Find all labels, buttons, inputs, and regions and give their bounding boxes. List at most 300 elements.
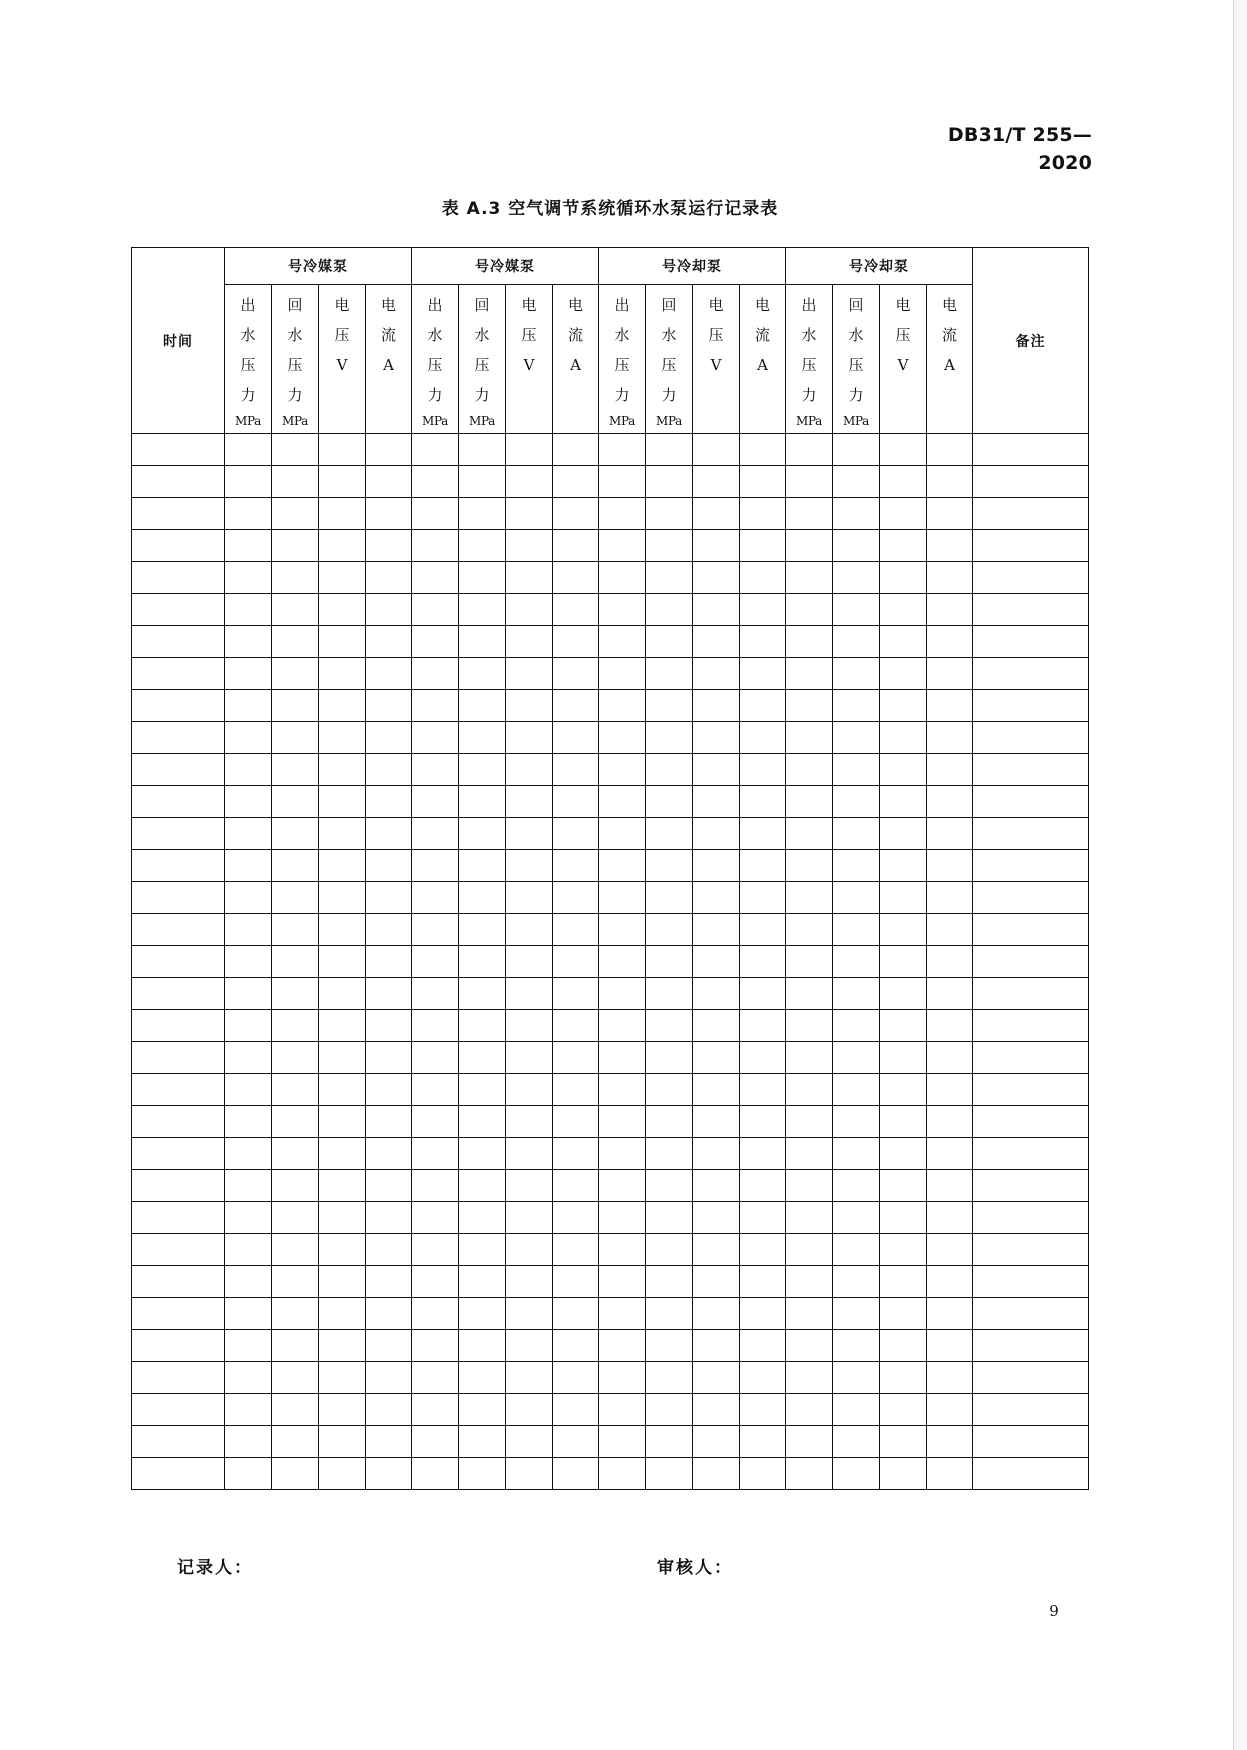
table-cell xyxy=(740,1266,786,1298)
header-char: A xyxy=(570,356,581,374)
table-cell xyxy=(366,1138,412,1170)
table-cell xyxy=(693,434,740,466)
table-cell xyxy=(366,1330,412,1362)
table-cell xyxy=(132,1266,225,1298)
table-cell xyxy=(412,914,459,946)
table-cell xyxy=(459,978,506,1010)
table-cell xyxy=(506,530,553,562)
table-cell xyxy=(599,850,646,882)
table-cell xyxy=(646,882,693,914)
table-cell xyxy=(272,466,319,498)
table-cell xyxy=(927,690,973,722)
table-cell xyxy=(132,658,225,690)
table-cell xyxy=(693,1394,740,1426)
table-cell xyxy=(973,498,1089,530)
table-cell xyxy=(599,530,646,562)
table-cell xyxy=(599,1330,646,1362)
table-cell xyxy=(833,530,880,562)
table-cell xyxy=(366,1010,412,1042)
table-cell xyxy=(740,626,786,658)
measure-column-header xyxy=(646,285,693,434)
measure-column-header xyxy=(272,285,319,434)
table-cell xyxy=(272,946,319,978)
table-cell xyxy=(599,690,646,722)
table-cell xyxy=(599,978,646,1010)
table-cell xyxy=(646,1330,693,1362)
table-cell xyxy=(740,882,786,914)
table-cell xyxy=(693,658,740,690)
table-cell xyxy=(459,1170,506,1202)
table-cell xyxy=(927,626,973,658)
table-cell xyxy=(740,1010,786,1042)
table-row xyxy=(132,882,1089,914)
table-cell xyxy=(366,562,412,594)
table-cell xyxy=(132,498,225,530)
header-char: 压 xyxy=(521,326,537,344)
table-cell xyxy=(740,978,786,1010)
table-cell xyxy=(693,1458,740,1490)
table-cell xyxy=(646,658,693,690)
table-cell xyxy=(319,1042,366,1074)
table-cell xyxy=(412,1394,459,1426)
header-unit: MPa xyxy=(468,414,496,428)
table-cell xyxy=(693,754,740,786)
table-cell xyxy=(553,978,599,1010)
table-row xyxy=(132,1170,1089,1202)
table-cell xyxy=(506,434,553,466)
table-cell xyxy=(132,754,225,786)
table-cell xyxy=(786,1362,833,1394)
header-unit: MPa xyxy=(795,414,823,428)
table-cell xyxy=(553,434,599,466)
table-cell xyxy=(833,1234,880,1266)
table-cell xyxy=(272,1138,319,1170)
table-cell xyxy=(973,658,1089,690)
table-cell xyxy=(786,1330,833,1362)
table-cell xyxy=(786,1106,833,1138)
table-cell xyxy=(412,690,459,722)
table-cell xyxy=(412,850,459,882)
table-cell xyxy=(412,530,459,562)
table-cell xyxy=(553,498,599,530)
table-cell xyxy=(927,1394,973,1426)
table-row xyxy=(132,1042,1089,1074)
table-cell xyxy=(693,498,740,530)
table-cell xyxy=(412,1426,459,1458)
table-cell xyxy=(833,594,880,626)
table-cell xyxy=(459,1010,506,1042)
table-cell xyxy=(833,754,880,786)
table-row xyxy=(132,1106,1089,1138)
table-cell xyxy=(693,850,740,882)
table-cell xyxy=(740,1426,786,1458)
table-cell xyxy=(833,1106,880,1138)
table-cell xyxy=(553,1362,599,1394)
table-cell xyxy=(319,1202,366,1234)
header-char: 压 xyxy=(427,356,443,374)
table-cell xyxy=(880,1426,927,1458)
table-cell xyxy=(833,1170,880,1202)
table-cell xyxy=(833,1298,880,1330)
table-cell xyxy=(646,626,693,658)
table-cell xyxy=(459,466,506,498)
table-cell xyxy=(132,1010,225,1042)
table-cell xyxy=(366,1042,412,1074)
table-cell xyxy=(553,530,599,562)
header-char: 电 xyxy=(567,296,583,314)
table-cell xyxy=(880,1330,927,1362)
table-cell xyxy=(412,1138,459,1170)
table-cell xyxy=(973,850,1089,882)
table-cell xyxy=(693,1298,740,1330)
table-cell xyxy=(225,690,272,722)
table-cell xyxy=(833,818,880,850)
table-cell xyxy=(740,434,786,466)
table-cell xyxy=(225,1234,272,1266)
pump-operation-record-table xyxy=(131,247,1089,1490)
table-cell xyxy=(319,914,366,946)
table-cell xyxy=(272,1426,319,1458)
table-row xyxy=(132,914,1089,946)
table-cell xyxy=(693,1170,740,1202)
table-cell xyxy=(740,754,786,786)
table-cell xyxy=(412,1458,459,1490)
table-cell xyxy=(740,1138,786,1170)
header-char: 电 xyxy=(521,296,537,314)
table-cell xyxy=(319,1138,366,1170)
table-cell xyxy=(459,882,506,914)
table-row xyxy=(132,1202,1089,1234)
table-cell xyxy=(880,562,927,594)
table-cell xyxy=(786,1138,833,1170)
table-cell xyxy=(225,434,272,466)
table-cell xyxy=(366,1106,412,1138)
table-cell xyxy=(132,1458,225,1490)
table-cell xyxy=(740,914,786,946)
table-cell xyxy=(973,786,1089,818)
table-cell xyxy=(272,1362,319,1394)
table-cell xyxy=(319,1074,366,1106)
table-cell xyxy=(646,946,693,978)
table-cell xyxy=(833,498,880,530)
table-cell xyxy=(646,850,693,882)
table-cell xyxy=(366,530,412,562)
table-row xyxy=(132,1138,1089,1170)
table-cell xyxy=(506,1138,553,1170)
table-cell xyxy=(973,1330,1089,1362)
table-cell xyxy=(366,1202,412,1234)
table-cell xyxy=(599,626,646,658)
table-cell xyxy=(599,434,646,466)
table-cell xyxy=(786,946,833,978)
table-cell xyxy=(927,1330,973,1362)
table-cell xyxy=(973,818,1089,850)
table-cell xyxy=(599,1426,646,1458)
table-cell xyxy=(225,1426,272,1458)
table-cell xyxy=(272,914,319,946)
table-cell xyxy=(973,626,1089,658)
table-row xyxy=(132,1458,1089,1490)
table-cell xyxy=(412,1330,459,1362)
table-row xyxy=(132,786,1089,818)
table-cell xyxy=(693,690,740,722)
table-row xyxy=(132,1394,1089,1426)
table-cell xyxy=(786,1458,833,1490)
table-cell xyxy=(506,690,553,722)
scan-page-edge xyxy=(1233,0,1247,1750)
table-cell xyxy=(786,1394,833,1426)
table-cell xyxy=(506,1042,553,1074)
table-cell xyxy=(833,1426,880,1458)
table-cell xyxy=(272,786,319,818)
table-cell xyxy=(553,626,599,658)
table-cell xyxy=(506,626,553,658)
table-cell xyxy=(553,1202,599,1234)
table-cell xyxy=(599,1010,646,1042)
table-cell xyxy=(973,722,1089,754)
table-cell xyxy=(693,722,740,754)
table-cell xyxy=(412,1074,459,1106)
table-cell xyxy=(880,1138,927,1170)
measure-column-header xyxy=(553,285,599,434)
table-cell xyxy=(646,562,693,594)
table-cell xyxy=(646,1010,693,1042)
table-cell xyxy=(132,1298,225,1330)
table-cell xyxy=(272,594,319,626)
table-cell xyxy=(693,946,740,978)
header-char: 回 xyxy=(287,296,303,314)
table-cell xyxy=(272,530,319,562)
table-cell xyxy=(646,1426,693,1458)
table-cell xyxy=(412,1010,459,1042)
table-cell xyxy=(366,722,412,754)
table-cell xyxy=(740,1170,786,1202)
table-cell xyxy=(272,754,319,786)
table-cell xyxy=(553,466,599,498)
table-cell xyxy=(553,722,599,754)
table-cell xyxy=(973,1362,1089,1394)
table-cell xyxy=(927,594,973,626)
table-cell xyxy=(319,1106,366,1138)
table-cell xyxy=(646,498,693,530)
table-cell xyxy=(927,850,973,882)
table-cell xyxy=(833,1362,880,1394)
table-cell xyxy=(412,562,459,594)
table-cell xyxy=(412,434,459,466)
table-cell xyxy=(973,978,1089,1010)
table-cell xyxy=(319,850,366,882)
table-cell xyxy=(973,1458,1089,1490)
table-cell xyxy=(973,530,1089,562)
table-cell xyxy=(880,1266,927,1298)
table-cell xyxy=(646,1298,693,1330)
table-cell xyxy=(412,1362,459,1394)
table-cell xyxy=(225,1202,272,1234)
table-cell xyxy=(319,626,366,658)
table-cell xyxy=(225,1362,272,1394)
measure-column-header xyxy=(833,285,880,434)
measure-column-header xyxy=(366,285,412,434)
table-cell xyxy=(506,1234,553,1266)
table-cell xyxy=(459,690,506,722)
table-cell xyxy=(927,1298,973,1330)
reviewer-label: 审核人： xyxy=(657,1558,733,1578)
table-cell xyxy=(693,1138,740,1170)
table-row xyxy=(132,1074,1089,1106)
header-char: 出 xyxy=(801,296,817,314)
table-cell xyxy=(459,1042,506,1074)
table-cell xyxy=(880,1458,927,1490)
table-cell xyxy=(319,1458,366,1490)
table-cell xyxy=(225,466,272,498)
table-cell xyxy=(225,658,272,690)
table-cell xyxy=(693,882,740,914)
table-cell xyxy=(646,818,693,850)
table-cell xyxy=(927,946,973,978)
table-cell xyxy=(833,786,880,818)
table-cell xyxy=(646,722,693,754)
table-cell xyxy=(459,658,506,690)
table-cell xyxy=(599,722,646,754)
table-cell xyxy=(927,754,973,786)
table-cell xyxy=(132,882,225,914)
table-cell xyxy=(225,722,272,754)
table-cell xyxy=(927,1202,973,1234)
table-cell xyxy=(225,1010,272,1042)
table-row xyxy=(132,530,1089,562)
table-cell xyxy=(599,1394,646,1426)
measure-column-header xyxy=(880,285,927,434)
table-cell xyxy=(553,594,599,626)
header-unit: MPa xyxy=(421,414,449,428)
table-row xyxy=(132,978,1089,1010)
table-cell xyxy=(927,914,973,946)
table-cell xyxy=(272,498,319,530)
table-cell xyxy=(599,1298,646,1330)
table-cell xyxy=(786,562,833,594)
table-cell xyxy=(973,1170,1089,1202)
table-cell xyxy=(833,1074,880,1106)
table-cell xyxy=(459,1298,506,1330)
pump-group-header: 号冷媒泵 xyxy=(412,248,599,285)
table-cell xyxy=(459,498,506,530)
table-cell xyxy=(506,946,553,978)
table-cell xyxy=(833,946,880,978)
table-cell xyxy=(553,914,599,946)
measure-column-header xyxy=(599,285,646,434)
table-cell xyxy=(786,850,833,882)
table-cell xyxy=(880,1170,927,1202)
header-char: 压 xyxy=(801,356,817,374)
table-cell xyxy=(132,690,225,722)
table-cell xyxy=(225,1074,272,1106)
table-cell xyxy=(553,754,599,786)
table-cell xyxy=(319,1298,366,1330)
header-char: A xyxy=(383,356,394,374)
header-char: 压 xyxy=(661,356,677,374)
table-cell xyxy=(927,1010,973,1042)
table-cell xyxy=(319,1330,366,1362)
table-cell xyxy=(412,1170,459,1202)
header-char: 压 xyxy=(848,356,864,374)
table-row xyxy=(132,946,1089,978)
table-cell xyxy=(412,754,459,786)
table-cell xyxy=(693,1202,740,1234)
table-cell xyxy=(646,1170,693,1202)
table-cell xyxy=(833,466,880,498)
table-cell xyxy=(319,1170,366,1202)
table-cell xyxy=(599,1202,646,1234)
table-cell xyxy=(973,1106,1089,1138)
table-cell xyxy=(740,562,786,594)
header-char: A xyxy=(944,356,955,374)
table-cell xyxy=(132,786,225,818)
header-char: 水 xyxy=(287,326,303,344)
measure-column-header xyxy=(319,285,366,434)
header-unit: MPa xyxy=(234,414,262,428)
table-row xyxy=(132,1266,1089,1298)
table-cell xyxy=(880,882,927,914)
recorder-label: 记录人： xyxy=(177,1558,253,1578)
table-cell xyxy=(786,882,833,914)
header-char: 电 xyxy=(754,296,770,314)
table-cell xyxy=(459,1138,506,1170)
table-cell xyxy=(927,786,973,818)
table-cell xyxy=(506,882,553,914)
table-cell xyxy=(366,626,412,658)
table-cell xyxy=(412,882,459,914)
table-cell xyxy=(786,1202,833,1234)
table-cell xyxy=(506,1074,553,1106)
table-cell xyxy=(599,466,646,498)
table-cell xyxy=(927,1074,973,1106)
table-cell xyxy=(786,1074,833,1106)
table-cell xyxy=(272,1170,319,1202)
table-cell xyxy=(599,1458,646,1490)
table-cell xyxy=(319,882,366,914)
table-cell xyxy=(553,1298,599,1330)
table-cell xyxy=(740,1330,786,1362)
table-cell xyxy=(506,466,553,498)
table-cell xyxy=(272,850,319,882)
table-cell xyxy=(880,1362,927,1394)
table-cell xyxy=(693,1042,740,1074)
table-cell xyxy=(132,594,225,626)
table-cell xyxy=(553,658,599,690)
table-cell xyxy=(506,1298,553,1330)
table-row xyxy=(132,754,1089,786)
table-cell xyxy=(927,1234,973,1266)
table-cell xyxy=(599,818,646,850)
header-char: 电 xyxy=(708,296,724,314)
table-cell xyxy=(693,1330,740,1362)
table-cell xyxy=(459,722,506,754)
header-char: 电 xyxy=(380,296,396,314)
table-cell xyxy=(319,466,366,498)
table-cell xyxy=(646,1074,693,1106)
table-cell xyxy=(412,1234,459,1266)
table-cell xyxy=(786,978,833,1010)
header-char: 出 xyxy=(614,296,630,314)
table-cell xyxy=(412,818,459,850)
table-cell xyxy=(927,1042,973,1074)
table-cell xyxy=(927,978,973,1010)
table-cell xyxy=(553,1010,599,1042)
header-char: 压 xyxy=(708,326,724,344)
table-cell xyxy=(459,914,506,946)
table-cell xyxy=(319,562,366,594)
table-cell xyxy=(412,1298,459,1330)
